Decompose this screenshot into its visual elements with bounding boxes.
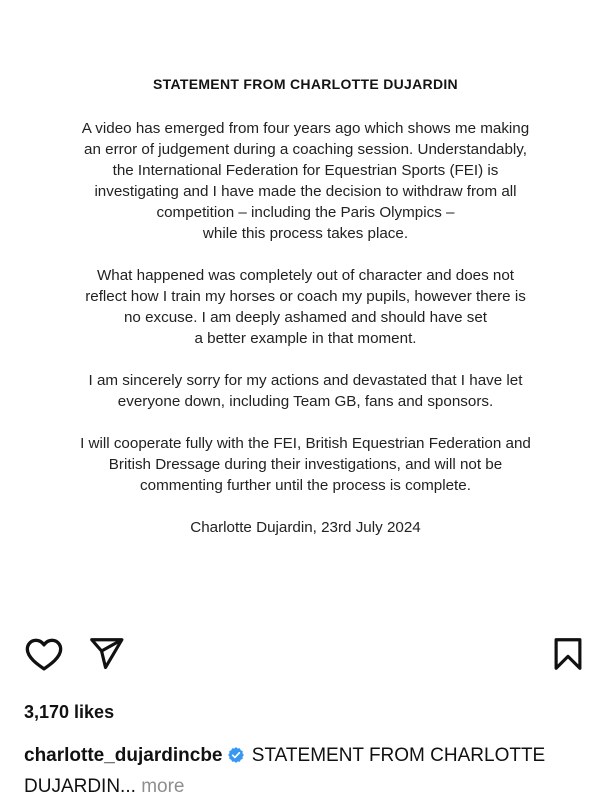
statement-line: no excuse. I am deeply ashamed and should have set <box>123 309 488 326</box>
verified-badge-icon <box>227 745 245 773</box>
heart-icon <box>24 634 64 674</box>
statement-line: I am sincerely sorry for my actions and devastated that I have let <box>88 372 523 389</box>
like-button[interactable] <box>22 632 66 676</box>
statement-paragraph-4 <box>30 433 581 496</box>
statement-line: investigating and I have made the decision to withdraw from all <box>94 183 517 200</box>
likes-count[interactable]: 3,170 likes <box>24 702 115 722</box>
statement-paragraph-3 <box>30 370 581 412</box>
bookmark-icon <box>549 635 587 673</box>
statement-line: reflect how I train my horses or coach my pupils, however there is <box>85 288 526 305</box>
post-action-bar <box>0 632 611 682</box>
statement-line: I will cooperate fully with the FEI, British Equestrian Federation and <box>80 435 531 452</box>
caption-more-link[interactable]: more <box>141 776 185 797</box>
statement-title: STATEMENT FROM CHARLOTTE DUJARDIN <box>153 76 458 92</box>
statement-line: the International Federation for Equestrian Sports (FEI) is <box>112 162 499 179</box>
statement-line: British Dressage during their investigations, and will not be <box>108 456 503 473</box>
caption-username[interactable]: charlotte_dujardincbe <box>24 745 223 766</box>
caption-text-line1: STATEMENT FROM CHARLOTTE <box>251 745 546 766</box>
statement-line: while this process takes place. <box>202 225 409 242</box>
statement-paragraph-2 <box>30 265 581 349</box>
statement-line: an error of judgement during a coaching session. Understandably, <box>84 141 527 158</box>
statement-line: A video has emerged from four years ago which shows me making <box>81 120 530 137</box>
send-icon <box>87 635 125 673</box>
share-button[interactable] <box>84 632 128 676</box>
statement-body <box>30 118 581 538</box>
statement-line: a better example in that moment. <box>194 330 417 347</box>
caption-text-line2: DUJARDIN... <box>24 776 136 797</box>
statement-line: What happened was completely out of character and does not <box>96 267 515 284</box>
post-caption <box>24 742 594 801</box>
statement-line: competition – including the Paris Olympics – <box>156 204 455 221</box>
statement-line: commenting further until the process is complete. <box>140 477 471 494</box>
statement-signature: Charlotte Dujardin, 23rd July 2024 <box>190 519 421 536</box>
statement-paragraph-1 <box>30 118 581 244</box>
save-button[interactable] <box>546 632 590 676</box>
statement-line: everyone down, including Team GB, fans and sponsors. <box>117 393 494 410</box>
